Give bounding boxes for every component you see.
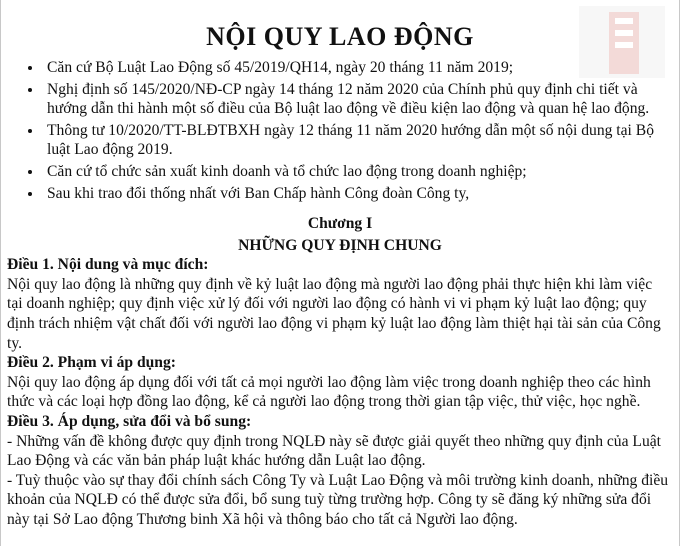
article-3-heading: Điều 3. Áp dụng, sửa đổi và bổ sung: bbox=[7, 412, 252, 430]
list-item: • Sau khi trao đổi thống nhất với Ban Chấp hành Công đoàn Công ty, bbox=[43, 184, 679, 204]
chapter-title: NHỮNG QUY ĐỊNH CHUNG bbox=[238, 237, 442, 255]
list-item: • Thông tư 10/2020/TT-BLĐTBXH ngày 12 tháng 11 năm 2020 hướng dẫn một số nội dung tại Bộ luật Lao động 2019. bbox=[43, 121, 679, 160]
chapter-number: Chương I bbox=[307, 215, 373, 233]
list-item: • Nghị định số 145/2020/NĐ-CP ngày 14 tháng 12 năm 2020 của Chính phủ quy định chi tiết và hướng dẫn thi hành một số điều của Bộ luật lao động về điều kiện lao động và quan hệ lao động. bbox=[43, 80, 679, 119]
article-3-paragraph-2: - Tuỳ thuộc vào sự thay đổi chính sách Công Ty và Luật Lao Động và môi trường kinh doanh, những điều khoản của NQLĐ có thể được sửa đổi, bổ sung tuỳ từng trường hợp. Công ty sẽ đăng ký những sửa đổi này tại Sở Lao động Thương binh Xã hội và thông báo cho tất cả Người lao động. bbox=[7, 471, 669, 528]
article-2-paragraph: Nội quy lao động áp dụng đối với tất cả mọi người lao động làm việc trong doanh nghiệp theo các hình thức và các loại hợp đồng lao động, kể cả người lao động trong thời gian tập việc, thử việc, học nghề. bbox=[7, 373, 651, 411]
list-item: • Căn cứ Bộ Luật Lao Động số 45/2019/QH14, ngày 20 tháng 11 năm 2019; bbox=[43, 58, 679, 78]
articles-section bbox=[1, 255, 679, 529]
article-3-paragraph-1: - Những vấn đề không được quy định trong NQLĐ này sẽ được giải quyết theo những quy định của Luật Lao Động và các văn bản pháp luật khác hướng dẫn Luật lao động. bbox=[7, 432, 662, 470]
list-item: • Căn cứ tổ chức sản xuất kinh doanh và tổ chức lao động trong doanh nghiệp; bbox=[43, 162, 679, 182]
article-1-heading: Điều 1. Nội dung và mục đích: bbox=[7, 256, 209, 274]
watermark-logo-icon bbox=[575, 2, 669, 82]
article-1-paragraph: Nội quy lao động là những quy định về kỷ luật lao động mà người lao động phải thực hiện khi làm việc tại doanh nghiệp; quy định việc xử lý đối với người lao động có hành vi vi phạm kỷ luật lao động; quy định trách nhiệm vật chất đối với người lao động vi phạm kỷ luật lao động làm thiệt hại tài sản của Công ty. bbox=[7, 275, 661, 352]
document-title: NỘI QUY LAO ĐỘNG bbox=[206, 22, 474, 51]
article-2-heading: Điều 2. Phạm vi áp dụng: bbox=[7, 354, 176, 372]
